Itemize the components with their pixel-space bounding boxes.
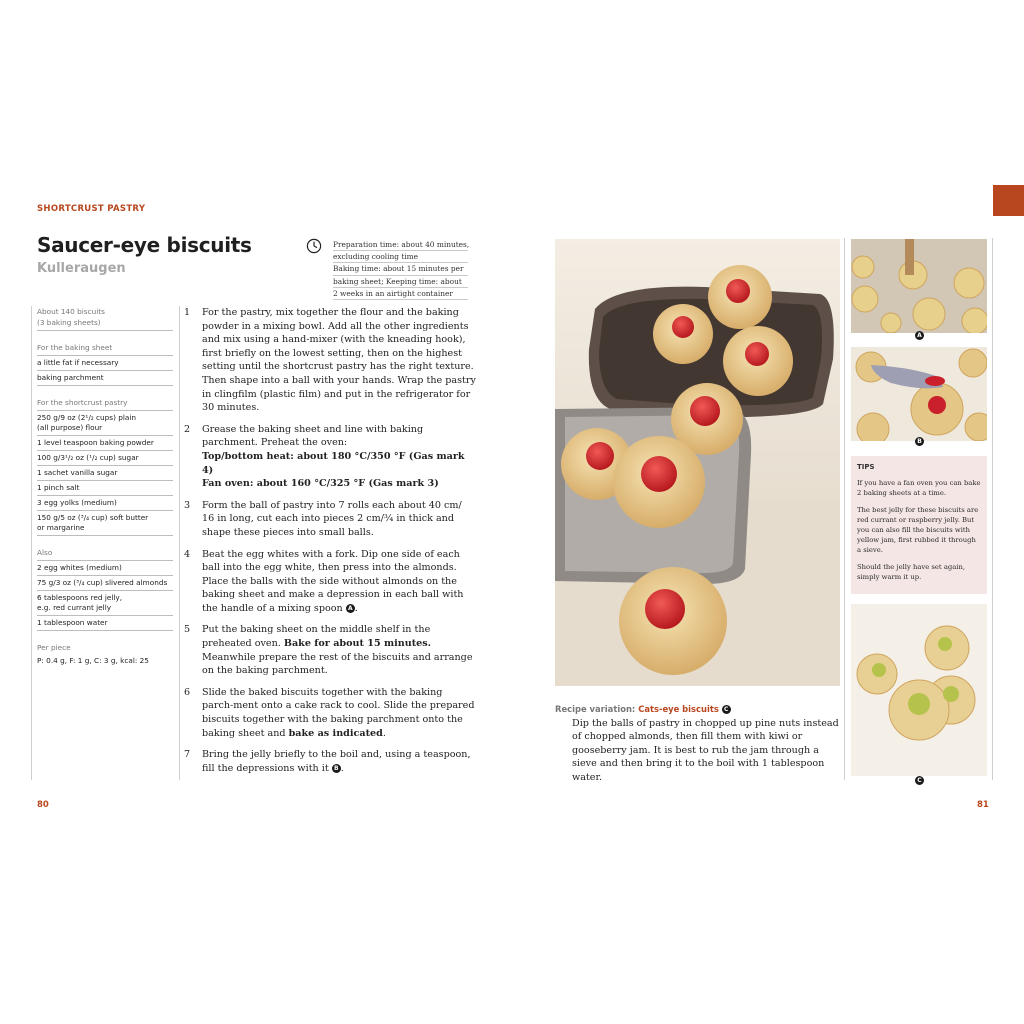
ingredient-item: [37, 591, 173, 616]
prep-info: [333, 239, 468, 300]
tips-box: [851, 456, 987, 594]
variation-heading: [555, 703, 840, 717]
step: [184, 499, 476, 540]
oven-setting: Fan oven: about 160 °C/325 °F (Gas mark 3): [202, 478, 439, 490]
method-steps: [184, 306, 476, 783]
ingredient-line: e.g. red currant jelly: [37, 603, 112, 612]
recipe-variation: [555, 703, 840, 785]
group-heading: Per piece: [37, 643, 71, 652]
step-number: 2: [184, 423, 191, 435]
step: [184, 623, 476, 677]
ingredient-item: 1 level teaspoon baking powder: [37, 436, 173, 451]
step-emphasis: Bake for about 15 minutes.: [283, 638, 431, 650]
step-text: Meanwhile prepare the rest of the biscuits and arrange on the baking parchment.: [202, 651, 473, 677]
group-gap: [37, 536, 173, 548]
group-heading: For the shortcrust pastry: [37, 398, 173, 411]
step-body: [202, 548, 476, 616]
ingredient-line: 250 g/9 oz (2¹/₂ cups) plain: [37, 413, 137, 422]
nutrition-value: P: 0.4 g, F: 1 g, C: 3 g, kcal: 25: [37, 656, 149, 665]
step-text: Beat the egg whites with a fork. Dip one side of each ball into the egg white, then press into the almonds. Place the balls with the side without almonds on the baking sheet and make a depression in each ball with the handle of a mixing spoon: [202, 548, 464, 614]
photo-ref-badge: A: [346, 604, 355, 613]
ingredient-line: or margarine: [37, 523, 85, 532]
step-text: Slide the baked biscuits together with the baking parch-ment onto a cake rack to cool. Slide the prepared biscuits together with the baking parchment onto the baking sheet and: [202, 686, 475, 739]
yield-line: (3 baking sheets): [37, 318, 101, 327]
page-number-right: 81: [977, 800, 989, 810]
step-body: [202, 423, 476, 491]
variation-name: Cats-eye biscuits: [638, 704, 719, 714]
step: [184, 548, 476, 616]
column-divider: [179, 306, 180, 780]
group-heading: Also: [37, 548, 173, 561]
step-emphasis: bake as indicated: [288, 727, 383, 739]
ingredients-list: [37, 306, 173, 666]
step-text-end: .: [340, 762, 344, 774]
step-number: 6: [184, 686, 191, 698]
tips-heading: TIPS: [857, 463, 875, 471]
column-divider: [992, 238, 993, 780]
ingredient-item: 1 sachet vanilla sugar: [37, 466, 173, 481]
group-gap: [37, 331, 173, 343]
page-number-left: 80: [37, 800, 49, 810]
column-divider: [31, 306, 32, 780]
ingredient-item: a little fat if necessary: [37, 356, 173, 371]
group-gap: [37, 386, 173, 398]
variation-photo-c: [851, 604, 987, 776]
variation-label: Recipe variation:: [555, 704, 639, 714]
step: [184, 686, 476, 740]
step-number: 7: [184, 749, 191, 761]
ingredient-item: 100 g/3¹/₂ oz (¹/₂ cup) sugar: [37, 451, 173, 466]
ingredient-item: 75 g/3 oz (³/₄ cup) slivered almonds: [37, 576, 173, 591]
step-text-end: .: [354, 602, 358, 614]
prep-line: Baking time: about 15 minutes per: [333, 263, 468, 275]
photo-label-b: B: [915, 437, 924, 446]
step-body: [202, 686, 476, 740]
photo-label-a: A: [915, 331, 924, 340]
variation-text: Dip the balls of pastry in chopped up pine nuts instead of chopped almonds, then fill them with kiwi or gooseberry jam. It is best to rub the jam through a sieve and then bring it to the boil with 1 tablespoon water.: [572, 717, 839, 783]
ingredient-item: 2 egg whites (medium): [37, 561, 173, 576]
prep-line: 2 weeks in an airtight container: [333, 288, 468, 300]
photo-label-c: C: [915, 776, 924, 785]
step-photo-b: [851, 347, 987, 441]
photo-ref-badge: C: [722, 705, 731, 714]
recipe-title: Saucer-eye biscuits: [37, 233, 252, 257]
step-text: Grease the baking sheet and line with baking parchment. Preheat the oven:: [202, 423, 424, 449]
main-biscuit-photo: [555, 239, 840, 686]
prep-line: excluding cooling time: [333, 251, 468, 263]
column-divider: [844, 238, 845, 780]
tip-paragraph: Should the jelly have set again, simply warm it up.: [857, 562, 965, 581]
step-text: For the pastry, mix together the flour and the baking powder in a mixing bowl. Add all the other ingredients and mix using a hand-mixer (with the kneading hook), first briefly on the lowest setting, then on the highest setting until the shortcrust pastry has the right texture. Then shape into a ball with your hands. Wrap the pastry in clingfilm (plastic film) and put in the refrigerator for 30 minutes.: [202, 307, 476, 414]
step-number: 4: [184, 548, 191, 560]
step-number: 3: [184, 499, 191, 511]
step-body: [202, 623, 476, 677]
group-gap: [37, 631, 173, 643]
tip-paragraph: The best jelly for these biscuits are red currant or raspberry jelly. But you can also fill the biscuits with yellow jam, first rubbed it through a sieve.: [857, 505, 979, 555]
tip-paragraph: If you have a fan oven you can bake 2 baking sheets at a time.: [857, 479, 981, 498]
ingredient-line: 6 tablespoons red jelly,: [37, 593, 123, 602]
ingredient-item: 1 pinch salt: [37, 481, 173, 496]
prep-line: baking sheet; Keeping time: about: [333, 276, 468, 288]
step-number: 5: [184, 624, 191, 636]
step-text: Bring the jelly briefly to the boil and, using a teaspoon, fill the depressions with it: [202, 749, 471, 774]
step: [184, 748, 476, 775]
ingredient-item: [37, 511, 173, 536]
step: [184, 306, 476, 415]
prep-line: Preparation time: about 40 minutes,: [333, 239, 468, 251]
ingredient-line: (all purpose) flour: [37, 423, 103, 432]
yield-line: About 140 biscuits: [37, 307, 105, 316]
recipe-subtitle: Kulleraugen: [37, 261, 126, 276]
step-text: Put the baking sheet on the middle shelf in the preheated oven.: [202, 624, 431, 650]
step-number: 1: [184, 307, 191, 318]
step: [184, 423, 476, 491]
yield-info: [37, 306, 173, 331]
step-body: [202, 748, 476, 775]
clock-icon: [306, 238, 322, 254]
section-tag: SHORTCRUST PASTRY: [37, 204, 146, 214]
ingredient-item: 1 tablespoon water: [37, 616, 173, 631]
ingredient-item: [37, 411, 173, 436]
group-heading: For the baking sheet: [37, 343, 173, 356]
step-photo-a: [851, 239, 987, 333]
step-text: .: [382, 727, 386, 739]
photo-ref-badge: B: [332, 764, 341, 773]
section-tab-marker: [993, 185, 1024, 216]
oven-setting: Top/bottom heat: about 180 °C/350 °F (Gas mark 4): [202, 450, 465, 476]
ingredient-line: 150 g/5 oz (³/₄ cup) soft butter: [37, 513, 149, 522]
step-text: Form the ball of pastry into 7 rolls each about 40 cm/ 16 in long, cut each into pieces 2 cm/¾ in thick and shape these pieces into small balls.: [202, 499, 462, 538]
ingredient-item: baking parchment: [37, 371, 173, 386]
ingredient-item: 3 egg yolks (medium): [37, 496, 173, 511]
